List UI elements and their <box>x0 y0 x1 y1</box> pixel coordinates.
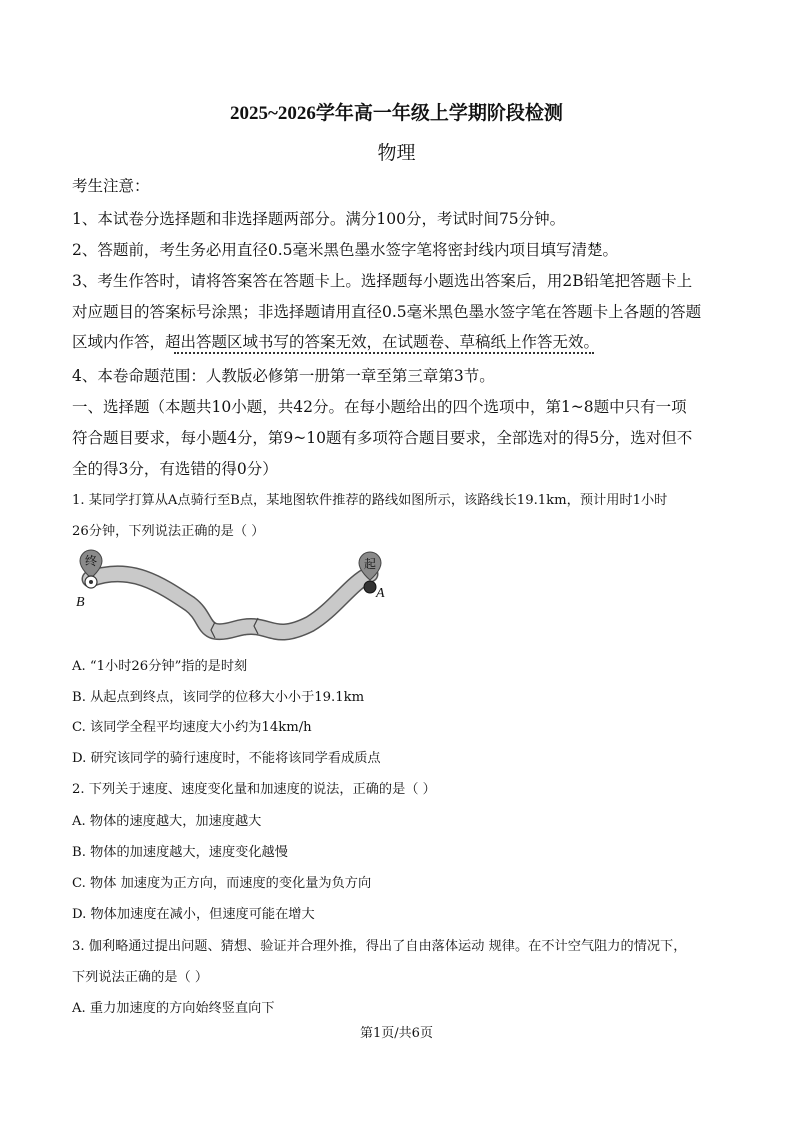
notice-item-3-cont: 对应题目的答案标号涂黑；非选择题请用直径0.5毫米黑色墨水签字笔在答题卡上各题的答题 <box>72 303 702 321</box>
section-intro-3: 全的得3分，有选错的得0分） <box>72 460 278 478</box>
notice-item-3-cont2: 区域内作答，超出答题区域书写的答案无效，在试题卷、草稿纸上作答无效。 <box>72 333 600 351</box>
q1-option-c: C. 该同学全程平均速度大小约为14km/h <box>72 720 312 735</box>
notice-item-4: 4、本卷命题范围：人教版必修第一册第一章至第三章第3节。 <box>72 367 495 385</box>
q2-stem: 2. 下列关于速度、速度变化量和加速度的说法，正确的是（ ） <box>72 782 436 797</box>
emphasis-dots <box>174 352 594 358</box>
notice-item-2: 2、答题前，考生务必用直径0.5毫米黑色墨水签字笔将密封线内项目填写清楚。 <box>72 241 619 259</box>
q3-stem-2: 下列说法正确的是（ ） <box>72 970 209 985</box>
section-intro-2: 符合题目要求，每小题4分，第9~10题有多项符合题目要求，全部选对的得5分，选对但不 <box>72 429 693 447</box>
label-b: B <box>76 595 85 610</box>
q1-stem-2: 26分钟，下列说法正确的是（ ） <box>72 524 265 539</box>
q3-stem-1: 3. 伽利略通过提出问题、猜想、验证并合理外推，得出了自由落体运动 规律。在不计空气阻力的情况下， <box>72 939 687 954</box>
start-point-icon <box>364 581 376 593</box>
q2-option-b: B. 物体的加速度越大，速度变化越慢 <box>72 845 288 860</box>
q1-option-a: A. “1小时26分钟”指的是时刻 <box>72 659 248 674</box>
notice-heading: 考生注意： <box>72 177 150 195</box>
q2-option-c: C. 物体 加速度为正方向，而速度的变化量为负方向 <box>72 876 372 891</box>
notice-item-1: 1、本试卷分选择题和非选择题两部分。满分100分，考试时间75分钟。 <box>72 210 566 228</box>
q1-stem-1: 1. 某同学打算从A点骑行至B点，某地图软件推荐的路线如图所示，该路线长19.1km，预计用时1小时 <box>72 493 668 508</box>
end-marker-label: 终 <box>84 554 98 568</box>
q3-option-a: A. 重力加速度的方向始终竖直向下 <box>72 1001 275 1016</box>
q1-option-b: B. 从起点到终点，该同学的位移大小小于19.1km <box>72 690 365 705</box>
end-point-dot <box>89 580 93 584</box>
q2-option-a: A. 物体的速度越大，加速度越大 <box>72 814 262 829</box>
section-intro-1: 一、选择题（本题共10小题，共42分。在每小题给出的四个选项中，第1~8题中只有一项 <box>72 398 687 416</box>
notice-item-3: 3、考生作答时，请将答案答在答题卡上。选择题每小题选出答案后，用2B铅笔把答题卡上 <box>72 272 693 290</box>
page-number: 第1页/共6页 <box>360 1026 433 1041</box>
exam-title: 2025~2026学年高一年级上学期阶段检测 <box>230 103 563 124</box>
q2-option-d: D. 物体加速度在减小，但速度可能在增大 <box>72 907 315 922</box>
route-map-figure <box>70 544 400 654</box>
q1-option-d: D. 研究该同学的骑行速度时，不能将该同学看成质点 <box>72 751 381 766</box>
exam-subject: 物理 <box>377 142 416 164</box>
label-a: A <box>376 586 385 601</box>
start-marker-label: 起 <box>363 557 377 571</box>
